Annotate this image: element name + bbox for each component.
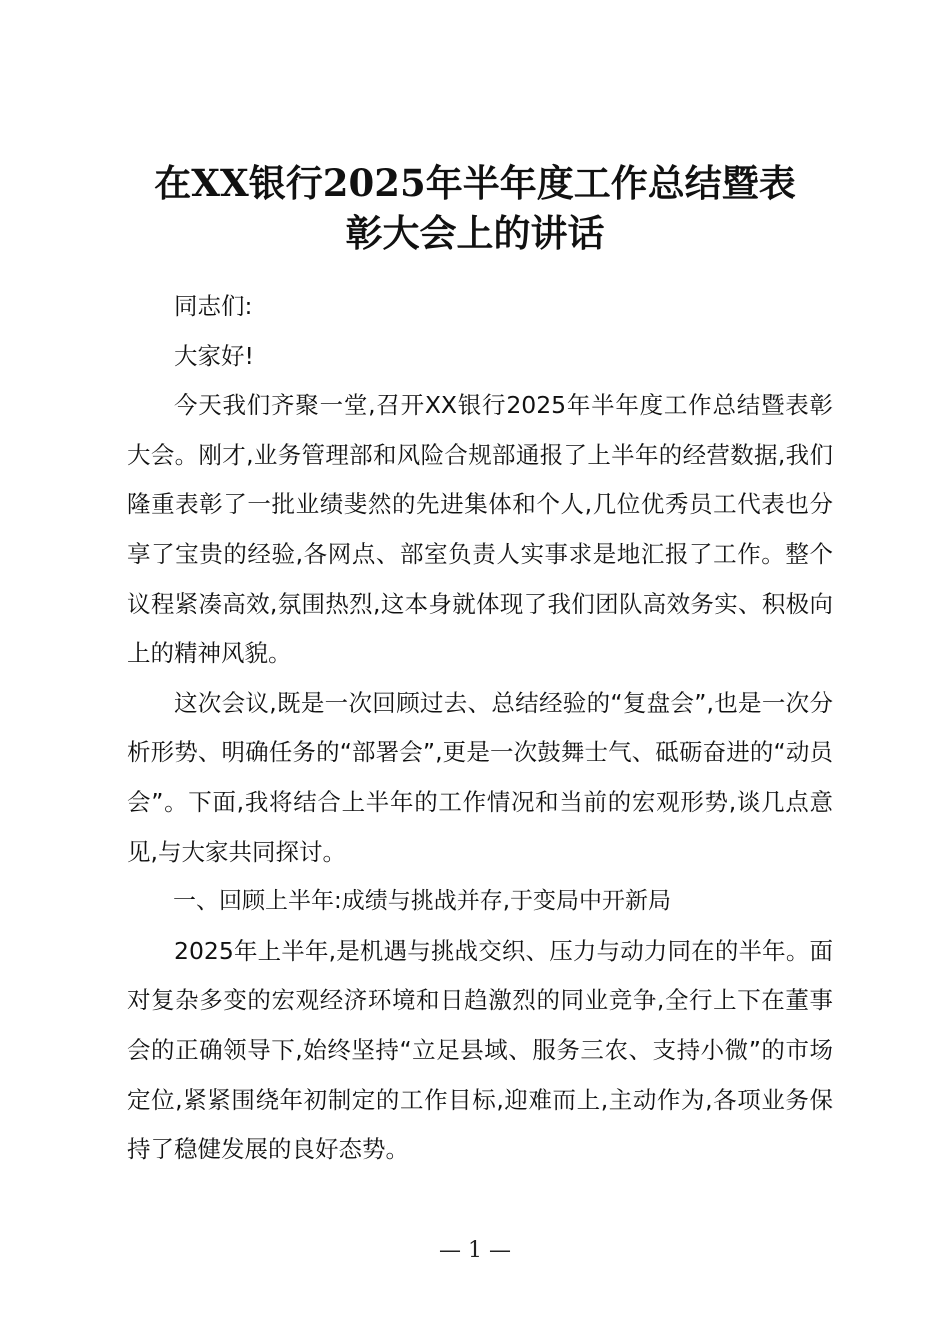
greeting: 大家好! [174, 341, 254, 370]
paragraph-opening: 今天我们齐聚一堂,召开XX银行2025年半年度工作总结暨表彰大会。刚才,业务管理部和风险合规部通报了上半年的经营数据,我们隆重表彰了一批业绩斐然的先进集体和个人,几位优秀员工代表也分享了宝贵的经验,各网点、部室负责人实事求是地汇报了工作。整个议程紧凑高效,氛围热烈,这本身就体现了我们团队高效务实、积极向上的精神风貌。 [127, 391, 833, 668]
page-number: — 1 — [439, 1238, 511, 1263]
document-title-line-1: 在XX银行2025年半年度工作总结暨表 [154, 161, 796, 205]
document-body [127, 282, 833, 1175]
salutation: 同志们: [174, 292, 253, 320]
document-title-line-2: 彰大会上的讲话 [345, 211, 605, 255]
paragraph-meeting-purpose: 这次会议,既是一次回顾过去、总结经验的“复盘会”,也是一次分析形势、明确任务的“部署会”,更是一次鼓舞士气、砥砺奋进的“动员会”。下面,我将结合上半年的工作情况和当前的宏观形势,谈几点意见,与大家共同探讨。 [127, 688, 833, 866]
paragraph-first-half-review: 2025年上半年,是机遇与挑战交织、压力与动力同在的半年。面对复杂多变的宏观经济环境和日趋激烈的同业竞争,全行上下在董事会的正确领导下,始终坚持“立足县域、服务三农、支持小微”的市场定位,紧紧围绕年初制定的工作目标,迎难而上,主动作为,各项业务保持了稳健发展的良好态势。 [127, 936, 833, 1164]
section-heading-1: 一、回顾上半年:成绩与挑战并存,于变局中开新局 [173, 888, 672, 915]
document-title [100, 158, 850, 258]
